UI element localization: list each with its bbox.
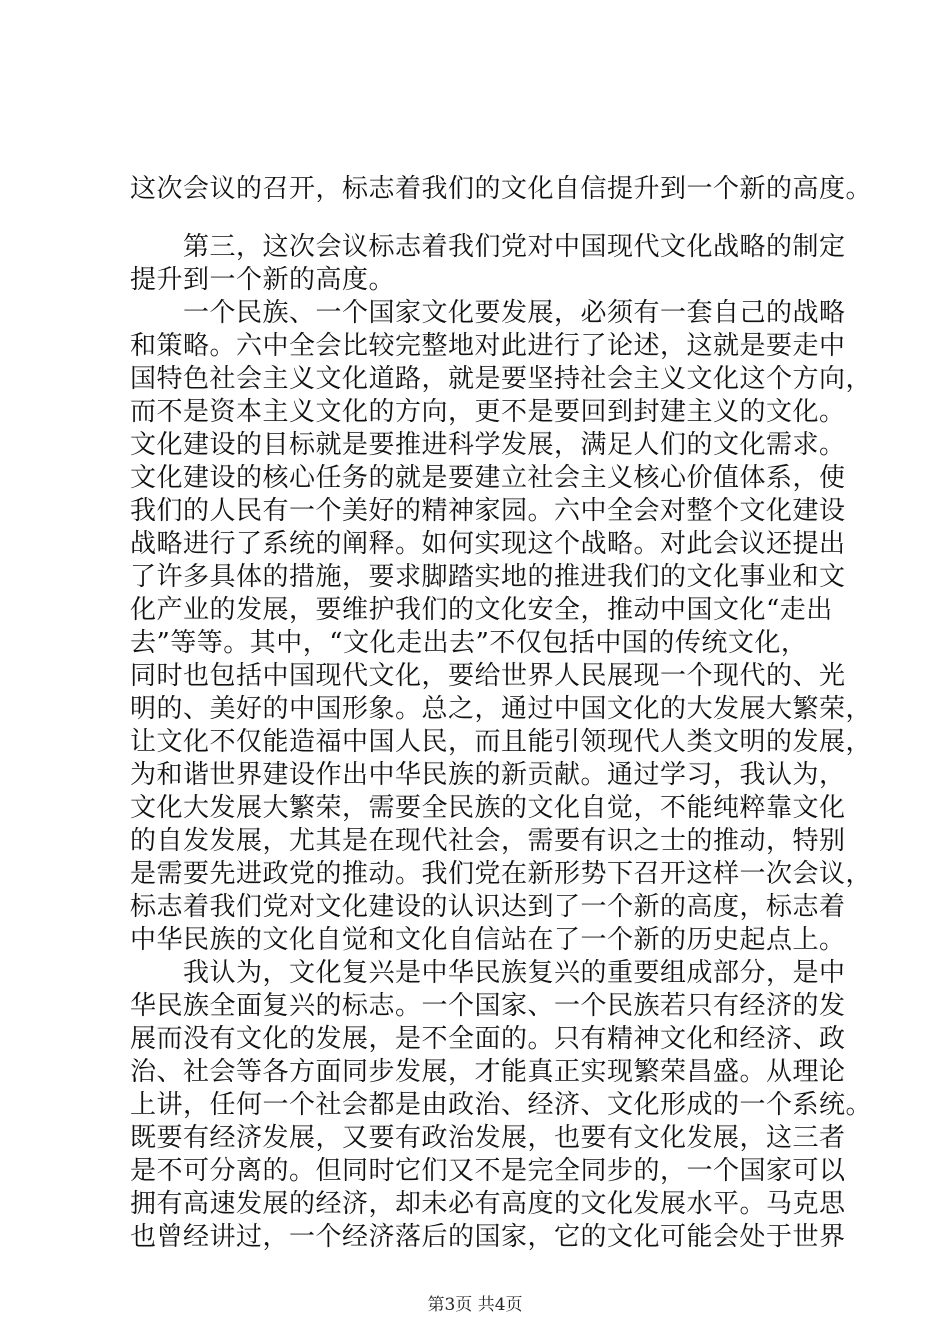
- text-line: 国特色社会主义文化道路，就是要坚持社会主义文化这个方向，: [130, 364, 873, 394]
- text-line: 既要有经济发展，又要有政治发展，也要有文化发展，这三者: [130, 1123, 846, 1153]
- text-line: 提升到一个新的高度。: [130, 265, 396, 295]
- text-line: 拥有高速发展的经济，却未必有高度的文化发展水平。马克思: [130, 1189, 846, 1219]
- page-footer: 第3页 共4页: [427, 1295, 523, 1315]
- text-line: 也曾经讲过，一个经济落后的国家，它的文化可能会处于世界: [130, 1222, 846, 1252]
- text-line: 一个民族、一个国家文化要发展，必须有一套自己的战略: [130, 298, 846, 328]
- text-line: 化产业的发展，要维护我们的文化安全，推动中国文化“走出: [130, 595, 833, 625]
- text-line: 为和谐世界建设作出中华民族的新贡献。通过学习，我认为，: [130, 760, 846, 790]
- text-line: 标志着我们党对文化建设的认识达到了一个新的高度，标志着: [130, 892, 846, 922]
- text-line: 治、社会等各方面同步发展，才能真正实现繁荣昌盛。从理论: [130, 1057, 846, 1087]
- text-line: 文化建设的目标就是要推进科学发展，满足人们的文化需求。: [130, 430, 846, 460]
- text-line: 是不可分离的。但同时它们又不是完全同步的，一个国家可以: [130, 1156, 846, 1186]
- text-line: 战略进行了系统的阐释。如何实现这个战略。对此会议还提出: [130, 529, 846, 559]
- text-line: 文化大发展大繁荣，需要全民族的文化自觉，不能纯粹靠文化: [130, 793, 846, 823]
- text-line: 第三，这次会议标志着我们党对中国现代文化战略的制定: [130, 232, 846, 262]
- text-line: 上讲，任何一个社会都是由政治、经济、文化形成的一个系统。: [130, 1090, 873, 1120]
- text-line: 这次会议的召开，标志着我们的文化自信提升到一个新的高度。: [130, 174, 873, 204]
- text-line: 去”等等。其中，“文化走出去”不仅包括中国的传统文化，: [130, 628, 808, 658]
- text-line: 而不是资本主义文化的方向，更不是要回到封建主义的文化。: [130, 397, 846, 427]
- text-line: 我认为，文化复兴是中华民族复兴的重要组成部分，是中: [130, 958, 846, 988]
- text-line: 的自发发展，尤其是在现代社会，需要有识之士的推动，特别: [130, 826, 846, 856]
- text-line: 文化建设的核心任务的就是要建立社会主义核心价值体系，使: [130, 463, 846, 493]
- text-line: 和策略。六中全会比较完整地对此进行了论述，这就是要走中: [130, 331, 846, 361]
- text-line: 了许多具体的措施，要求脚踏实地的推进我们的文化事业和文: [130, 562, 846, 592]
- text-line: 让文化不仅能造福中国人民，而且能引领现代人类文明的发展，: [130, 727, 873, 757]
- text-line: 展而没有文化的发展，是不全面的。只有精神文化和经济、政: [130, 1024, 846, 1054]
- text-line: 我们的人民有一个美好的精神家园。六中全会对整个文化建设: [130, 496, 846, 526]
- text-line: 是需要先进政党的推动。我们党在新形势下召开这样一次会议，: [130, 859, 873, 889]
- text-line: 华民族全面复兴的标志。一个国家、一个民族若只有经济的发: [130, 991, 846, 1021]
- text-line: 同时也包括中国现代文化，要给世界人民展现一个现代的、光: [130, 661, 846, 691]
- text-line: 中华民族的文化自觉和文化自信站在了一个新的历史起点上。: [130, 925, 846, 955]
- text-line: 明的、美好的中国形象。总之，通过中国文化的大发展大繁荣，: [130, 694, 873, 724]
